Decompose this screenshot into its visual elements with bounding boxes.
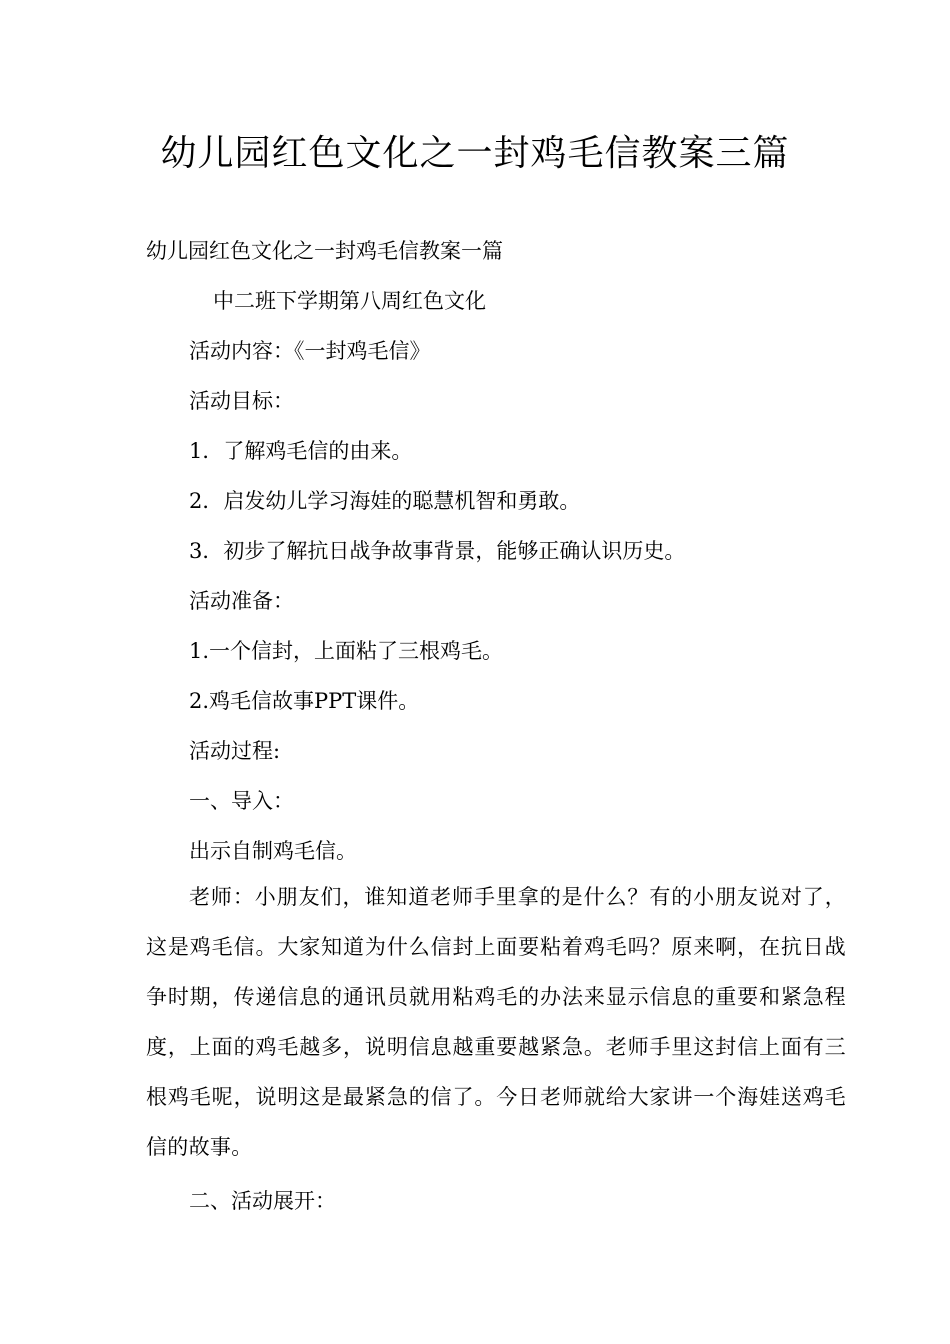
prep-item-1: 1.一个信封，上面粘了三根鸡毛。 — [189, 639, 504, 663]
teacher-paragraph: 老师：小朋友们，谁知道老师手里拿的是什么？有的小朋友说对了，这是鸡毛信。大家知道为什么信封上面要粘着鸡毛吗？原来啊，在抗日战争时期，传递信息的通讯员就用粘鸡毛的办法来显示信息的重要和紧急程度，上面的鸡毛越多，说明信息越重要越紧急。老师手里这封信上面有三根鸡毛呢，说明这是最紧急的信了。今日老师就给大家讲一个海娃送鸡毛信的故事。 — [146, 885, 846, 1159]
goal-item-1: 1．了解鸡毛信的由来。 — [189, 439, 413, 463]
activity-content-line: 活动内容：《一封鸡毛信》 — [189, 339, 431, 363]
prep-heading: 活动准备： — [189, 589, 294, 613]
section-subtitle: 幼儿园红色文化之一封鸡毛信教案一篇 — [146, 239, 503, 263]
goal-item-2: 2．启发幼儿学习海娃的聪慧机智和勇敢。 — [189, 489, 581, 513]
goals-heading: 活动目标： — [189, 389, 294, 413]
process-heading: 活动过程: — [189, 739, 281, 763]
document-title: 幼儿园红色文化之一封鸡毛信教案三篇 — [160, 133, 790, 174]
prep-item-2: 2.鸡毛信故事PPT课件。 — [189, 689, 420, 713]
class-line: 中二班下学期第八周红色文化 — [213, 289, 486, 313]
goal-item-3: 3．初步了解抗日战争故事背景，能够正确认识历史。 — [189, 539, 686, 563]
step1-heading: 一、导入： — [189, 789, 294, 813]
step1-text: 出示自制鸡毛信。 — [189, 839, 357, 863]
step2-heading: 二、活动展开： — [189, 1189, 336, 1213]
